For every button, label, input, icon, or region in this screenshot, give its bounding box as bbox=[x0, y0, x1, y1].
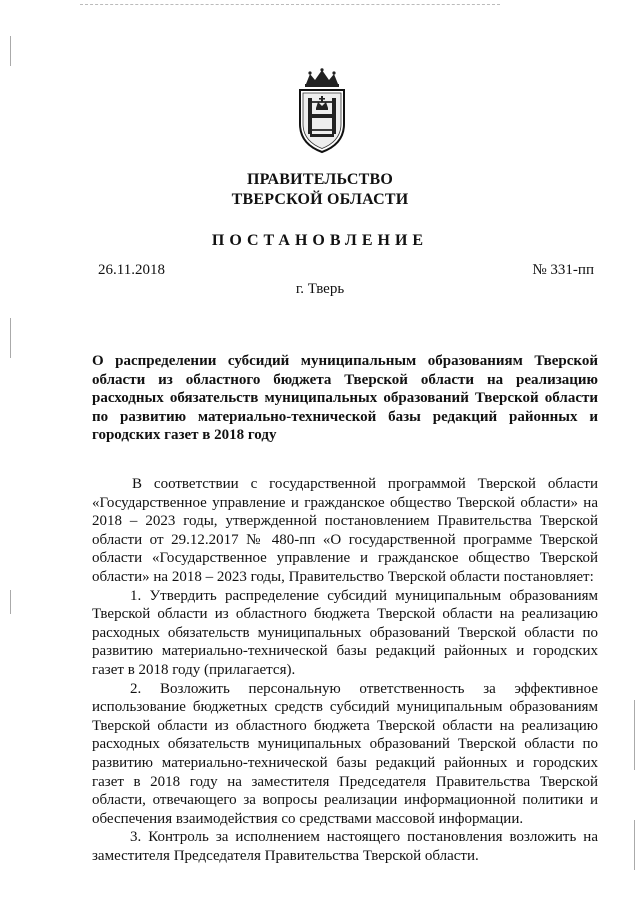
scan-edge-mark bbox=[634, 820, 635, 870]
organization-name-line2: ТВЕРСКОЙ ОБЛАСТИ bbox=[231, 191, 409, 208]
tver-coat-of-arms-icon bbox=[296, 68, 348, 154]
document-body bbox=[92, 475, 598, 865]
document-city: г. Тверь bbox=[295, 281, 345, 297]
document-type: ПОСТАНОВЛЕНИЕ bbox=[211, 232, 429, 249]
document-number: № 331-пп bbox=[532, 262, 594, 278]
body-item-2: 2. Возложить персональную ответственность за эффективное использование бюджетных средств субсидий муниципальным образованиям Тверской области из областного бюджета Тверской области на реализацию расходных обязательств муниципальных образований Тверской области по развитию материально-технической базы редакций районных и городских газет в 2018 году на заместителя Председателя Правительства Тверской области, отвечающего за вопросы реализации информационной политики и обеспечения взаимодействия со средствами массовой информации. bbox=[92, 680, 598, 827]
scan-edge-top bbox=[80, 4, 500, 5]
body-item-3: 3. Контроль за исполнением настоящего постановления возложить на заместителя Председателя Правительства Тверской области. bbox=[92, 829, 598, 864]
scan-edge-mark bbox=[10, 318, 11, 358]
scan-edge-mark bbox=[10, 36, 11, 66]
document-title: О распределении субсидий муниципальным образованиям Тверской области из областного бюджета Тверской области на реализацию расходных обязательств муниципальных образований Тверской области по развитию материально-технической базы редакций районных и городских газет в 2018 году bbox=[92, 353, 598, 443]
body-item-1: 1. Утвердить распределение субсидий муниципальным образованиям Тверской области из областного бюджета Тверской области на реализацию расходных обязательств муниципальных образований Тверской области по развитию материально-технической базы редакций районных и городских газет в 2018 году (прилагается). bbox=[92, 587, 598, 678]
organization-name-line1: ПРАВИТЕЛЬСТВО bbox=[246, 171, 394, 188]
body-intro-paragraph: В соответствии с государственной программой Тверской области «Государственное управление и гражданское общество Тверской области» на 2018 – 2023 годы, утвержденной постановлением Правительства Тверской области от 29.12.2017 № 480-пп «О государственной программе Тверской области «Государственное управление и гражданское общество Тверской области» на 2018 – 2023 годы, Правительство Тверской области постановляет: bbox=[92, 476, 598, 585]
scan-edge-mark bbox=[634, 700, 635, 770]
document-date: 26.11.2018 bbox=[98, 262, 165, 278]
scan-edge-mark bbox=[10, 590, 11, 614]
